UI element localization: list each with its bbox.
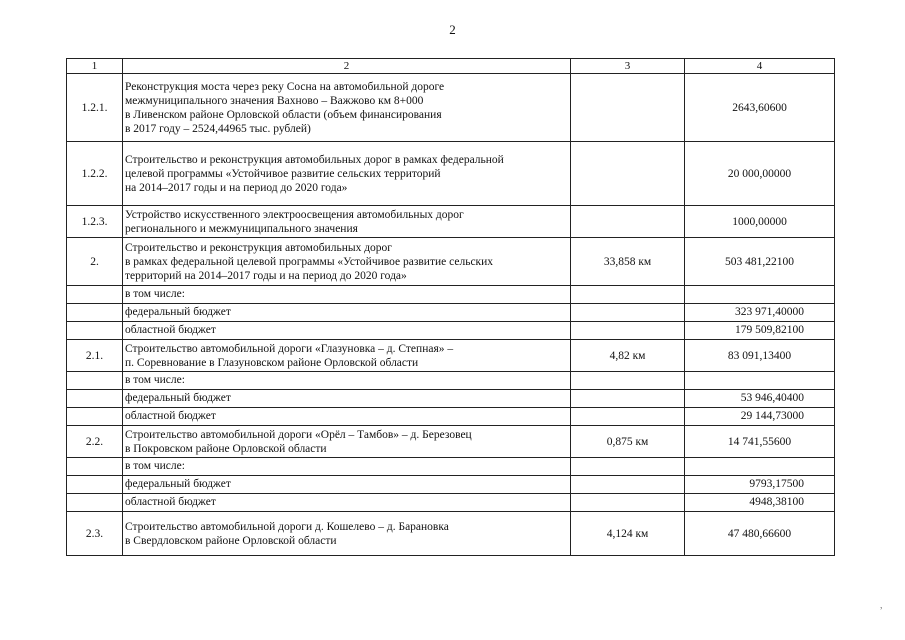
table-row xyxy=(67,340,835,372)
column-header-row xyxy=(67,59,835,74)
table-subrow xyxy=(67,390,835,408)
row-length: 4,124 км xyxy=(571,512,685,556)
row-length xyxy=(571,142,685,206)
column-header-1: 1 xyxy=(67,59,123,74)
row-length xyxy=(571,74,685,142)
row-number: 2. xyxy=(67,238,123,286)
row-description: Реконструкция моста через реку Сосна на автомобильной дороге межмуниципального значения Вахново – Важжово км 8+000 в Ливенском районе Орловской области (объем финансирования в 2017 году – 2524,44965 тыс. рублей) xyxy=(123,74,571,142)
row-number: 1.2.3. xyxy=(67,206,123,238)
row-length xyxy=(571,390,685,408)
row-amount xyxy=(685,286,835,304)
row-length xyxy=(571,476,685,494)
table-subrow xyxy=(67,304,835,322)
row-number xyxy=(67,408,123,426)
row-number xyxy=(67,476,123,494)
table-subrow xyxy=(67,494,835,512)
row-length xyxy=(571,458,685,476)
row-amount: 9793,17500 xyxy=(685,476,835,494)
row-number: 1.2.1. xyxy=(67,74,123,142)
row-number: 1.2.2. xyxy=(67,142,123,206)
row-description: федеральный бюджет xyxy=(123,476,571,494)
row-number xyxy=(67,494,123,512)
column-header-4: 4 xyxy=(685,59,835,74)
row-number: 2.1. xyxy=(67,340,123,372)
table-row xyxy=(67,238,835,286)
row-description: Устройство искусственного электроосвещения автомобильных дорог регионального и межмуниципального значения xyxy=(123,206,571,238)
row-amount: 83 091,13400 xyxy=(685,340,835,372)
row-length xyxy=(571,322,685,340)
row-number xyxy=(67,458,123,476)
scan-mark: , xyxy=(880,600,883,611)
table-row xyxy=(67,426,835,458)
row-amount: 4948,38100 xyxy=(685,494,835,512)
table-subrow xyxy=(67,458,835,476)
row-number: 2.3. xyxy=(67,512,123,556)
column-header-2: 2 xyxy=(123,59,571,74)
row-number: 2.2. xyxy=(67,426,123,458)
row-length xyxy=(571,408,685,426)
row-number xyxy=(67,304,123,322)
row-amount: 179 509,82100 xyxy=(685,322,835,340)
table-row xyxy=(67,206,835,238)
row-amount: 2643,60600 xyxy=(685,74,835,142)
table-row xyxy=(67,74,835,142)
table-row xyxy=(67,512,835,556)
row-amount: 1000,00000 xyxy=(685,206,835,238)
table-body xyxy=(67,59,835,556)
row-amount: 20 000,00000 xyxy=(685,142,835,206)
row-number xyxy=(67,286,123,304)
table-subrow xyxy=(67,408,835,426)
row-description: в том числе: xyxy=(123,286,571,304)
row-description: Строительство и реконструкция автомобильных дорог в рамках федеральной целевой программы «Устойчивое развитие сельских территорий на 2014–2017 годы и на период до 2020 года» xyxy=(123,142,571,206)
row-number xyxy=(67,372,123,390)
row-description: в том числе: xyxy=(123,372,571,390)
row-amount: 14 741,55600 xyxy=(685,426,835,458)
table-subrow xyxy=(67,322,835,340)
row-length: 4,82 км xyxy=(571,340,685,372)
row-amount: 323 971,40000 xyxy=(685,304,835,322)
row-length xyxy=(571,206,685,238)
row-amount: 503 481,22100 xyxy=(685,238,835,286)
row-description: областной бюджет xyxy=(123,494,571,512)
row-description: Строительство и реконструкция автомобильных дорог в рамках федеральной целевой программы «Устойчивое развитие сельских территорий на 2014–2017 годы и на период до 2020 года» xyxy=(123,238,571,286)
row-length: 33,858 км xyxy=(571,238,685,286)
table-subrow xyxy=(67,476,835,494)
row-amount: 47 480,66600 xyxy=(685,512,835,556)
row-length xyxy=(571,372,685,390)
row-description: в том числе: xyxy=(123,458,571,476)
row-length xyxy=(571,286,685,304)
row-number xyxy=(67,390,123,408)
row-description: федеральный бюджет xyxy=(123,304,571,322)
column-header-3: 3 xyxy=(571,59,685,74)
page-number: 2 xyxy=(449,22,456,37)
table-row xyxy=(67,142,835,206)
row-length xyxy=(571,304,685,322)
row-length: 0,875 км xyxy=(571,426,685,458)
row-amount: 29 144,73000 xyxy=(685,408,835,426)
budget-table xyxy=(66,58,835,556)
row-description: областной бюджет xyxy=(123,322,571,340)
row-description: Строительство автомобильной дороги «Глазуновка – д. Степная» – п. Соревнование в Глазуновском районе Орловской области xyxy=(123,340,571,372)
row-description: федеральный бюджет xyxy=(123,390,571,408)
table-subrow xyxy=(67,286,835,304)
row-description: областной бюджет xyxy=(123,408,571,426)
row-amount xyxy=(685,458,835,476)
row-description: Строительство автомобильной дороги д. Кошелево – д. Барановка в Свердловском районе Орловской области xyxy=(123,512,571,556)
row-number xyxy=(67,322,123,340)
row-amount: 53 946,40400 xyxy=(685,390,835,408)
row-amount xyxy=(685,372,835,390)
table-subrow xyxy=(67,372,835,390)
row-length xyxy=(571,494,685,512)
row-description: Строительство автомобильной дороги «Орёл – Тамбов» – д. Березовец в Покровском районе Орловской области xyxy=(123,426,571,458)
